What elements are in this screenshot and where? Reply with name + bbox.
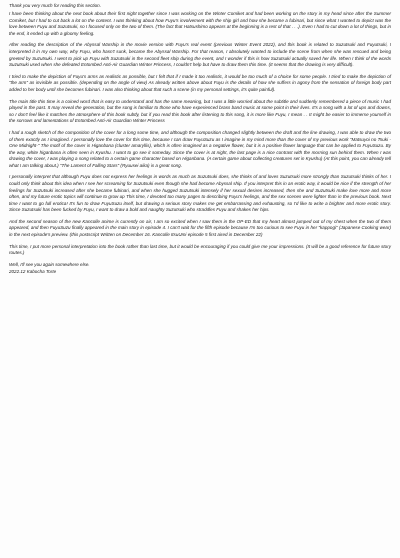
paragraph-2: After reading the description of the Abyssal Warship in the movie version with Fuyu's real event (previous Winter Event 2022), and this book is related to Suzutsuki and Fuyutsuki, I interpreted it in my own way, why Fuyu, who hasn't sunk, became the Abyssal Warship. For that reason, I absolutely wanted to include the scene from when she was rescued and being greeted by Suzutsuki. I went to pick up Fuyu with Suzutsuki in the second fleet ship during the event, and I wonder if this is how Suzutsuki actually saved her life. When I think of the words Suzutsuki used when she defeated Entombed Anti-Air Guardian Winter Princess, I couldn't help but have to draw them this time. (It seems that the drawing is very difficult). [9, 42, 391, 68]
paragraph-6: I personally interpret that although Fuyu does not express her feelings in words as much as Suzutsuki does, she thinks of and loves Suzutsuki more strongly than Suzutsuki thinks of her. I could only think about this idea when I see her screaming for Suzutsuki even though she had become Abyssal ship. If you interpret this in an erotic way, it would be nice if the strength of her feelings for Suzutsuki increased after she became fubinari, and when she hugged Suzutsuki intensely if her sexual desires increased, then she and Suzutsuki make love more and more often, and my future erotic topics will continue to grow up This time, I devoted too many pages to describing Fuyu's feelings, and the sex scenes were lighter than in the previous book. Next time I want to go full erotica! It's fun to draw FuyuSuzu itself, but drawing a serious story makes me get embarrassing and exhausting, so I'd like to write a brighter and more erotic story. Since Suzutsuki has been fucked by Fuyu, I want to draw a bold and naughty Suzutsuki who straddles Fuyu and shakes her hips. [9, 174, 391, 213]
paragraph-1: I have been thinking about the next book about their first night together since I was working on the Winter Comiket and had been working on the story in my head since after the Summer Comiket, but I had to cut back a lot on the content. I was thinking about how Fuyu's involvement with the ship girl and how she became a fubinari, but since what I wanted to depict was the love between Fuyu and Suzutsuki, so I focused only on the two of them. (The fact that Hatsushimo appears at the beginning is a rest of that . . .). Even I had to cut down a lot of things, but in the end, it ended up with a gloomy feeling. [9, 11, 391, 36]
paragraph-8: This time, I put more personal interpretation into the book rather than last time, but it would be encouraging if you could give me your impressions. (It will be a good reference for future story routes.) [9, 243, 391, 256]
closing-line: Well, I'll see you again somewhere else. [9, 262, 90, 268]
paragraph-7: And the second season of the new Kancolle anime is currently on air, I am so excited when I saw them in the OP-ED that my heart almost jumped out of my chest when the two of them appeared, and then FuyuSuzu finally appeared in the main story in episode 4. I can't wait for the fifth episode because I'm too curious to see Fuyu in her "kappogi" (Japanese Cooking wear) in the next episode's preview. (this postscript Written on December 16. Kancolle ItsuUmi episode 5 first aired in December 22) [9, 218, 391, 238]
signature: 2022.12 Kabocha Torte [9, 268, 57, 274]
paragraph-3: I tried to make the depiction of Fuyu's arms as realistic as possible, but I felt that if I made it too realistic, it would be too much of a choice for some people. I tried to make the depiction of "the arm" as invisible as possible. (depending on the angle of view) As already written above about Fuyu is the details of how she suffers in agony from the sensation of foreign body part added to her body until she becomes fubinari. I was also thinking about that such a scene (in my personal settings, it's quite painful). [9, 73, 391, 92]
paragraph-5: I had a rough sketch of the composition of the cover for a long some time, and although the composition changed slightly between the draft and the line drawing, I was able to draw the two of them exactly as I imagined. I personally love the cover for this time, because I can draw FuyuSuzu as I imagine in my mind more than the cover of my previous work "Matsuyoi no Tsuki -One Midnight-" The motif of the cover is Higanbana (cluster amaryllis), which is often imagined as a negative flower, but it is a positive flower language that can be applied to FuyuSuzu. By the way, white higanbana is often seen in Kyushu. I want to go see it someday. Since the cover is at night, the last page is a nice contrast with the morning sun behind them. When I was drawing the cover, I was playing a song related to a certain game character based on Higanbana. (A certain game about collecting creatures set in Kyushu) (At this point, you can already tell what I am talking about.) "The Lament of Falling Stars" (Ryuusei aika) is a great song. [9, 130, 391, 168]
opening-line: Thank you very much for reading this section. [9, 3, 101, 8]
paragraph-4: The main title this time is a coined word that is easy to understand and has the same meaning, but I was a little worried about the subtitle and suddenly remembered a piece of music I had played in the past. It may reveal the generation, but the song is familiar to those who have experienced brass band music at some point in their lives. It's a song with a lot of ups and downs, so I don't feel like it matches the atmosphere of this book subtly, but if you read this book after listening to this song, it is more like Fuyu, I mean . . It might be easier to immerse yourself in the sorrows and lamentations of Entombed Anti-Air Guardian Winter Princess [9, 98, 391, 124]
